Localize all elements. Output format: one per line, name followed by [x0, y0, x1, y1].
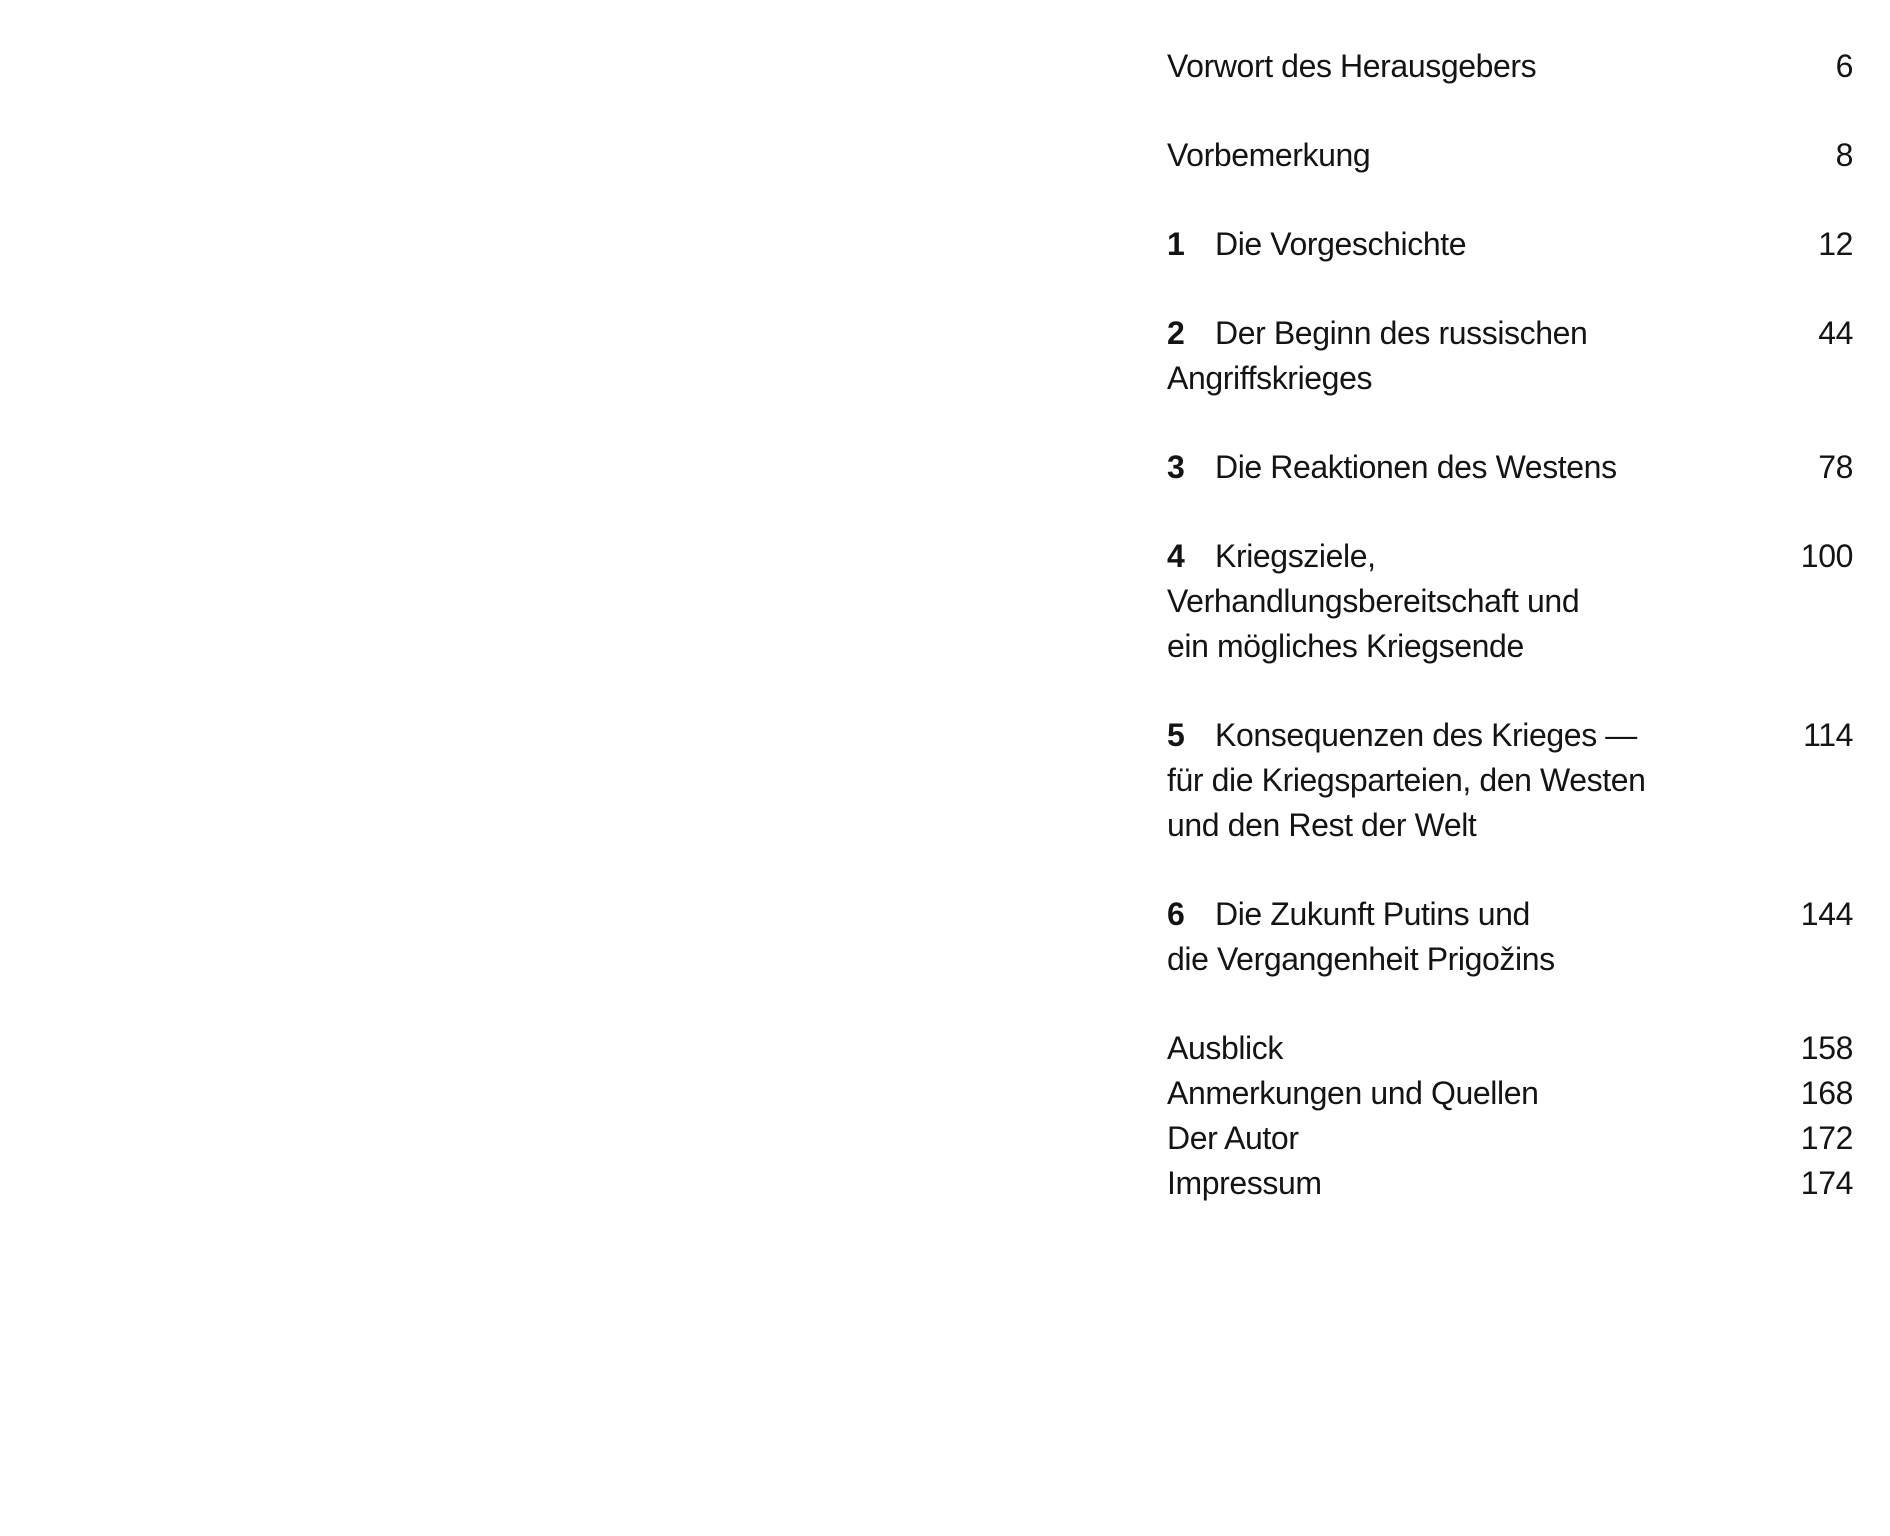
table-of-contents — [1167, 44, 1853, 1206]
toc-page-number: 6 — [1835, 48, 1853, 84]
toc-entry-title: 3 Die Reaktionen des Westens — [1167, 445, 1853, 490]
toc-page-number: 100 — [1800, 538, 1853, 574]
toc-page-number: 144 — [1800, 896, 1853, 932]
chapter-number: 3 — [1167, 449, 1185, 485]
toc-entry-title: Der Autor — [1167, 1120, 1299, 1156]
toc-entry-title: Vorwort des Herausgebers — [1167, 48, 1537, 84]
toc-page-number: 172 — [1800, 1120, 1853, 1156]
toc-entry-chapter-4[interactable] — [1167, 534, 1853, 669]
toc-page-number: 8 — [1835, 137, 1853, 173]
toc-entry-author[interactable] — [1167, 1116, 1853, 1161]
toc-entry-notes-and-sources[interactable] — [1167, 1071, 1853, 1116]
toc-entry-title: 6 Die Zukunft Putins und die Vergangenheit Prigožins — [1167, 892, 1853, 982]
toc-entry-title: Impressum — [1167, 1165, 1322, 1201]
toc-page-number: 44 — [1818, 315, 1853, 351]
toc-entry-chapter-6[interactable] — [1167, 892, 1853, 982]
toc-entry-title: Vorbemerkung — [1167, 137, 1371, 173]
chapter-number: 2 — [1167, 315, 1185, 351]
toc-entry-title: 1 Die Vorgeschichte — [1167, 222, 1853, 267]
toc-entry-chapter-1[interactable] — [1167, 222, 1853, 267]
toc-entry-chapter-3[interactable] — [1167, 445, 1853, 490]
toc-page-number: 12 — [1818, 226, 1853, 262]
toc-page-number: 158 — [1800, 1030, 1853, 1066]
toc-entry-title: 5 Konsequenzen des Krieges — für die Kriegsparteien, den Westen und den Rest der Welt — [1167, 713, 1853, 848]
chapter-number: 1 — [1167, 226, 1185, 262]
toc-entry-preliminary-remark[interactable] — [1167, 133, 1853, 178]
toc-entry-chapter-5[interactable] — [1167, 713, 1853, 848]
toc-entry-imprint[interactable] — [1167, 1161, 1853, 1206]
toc-entry-title: 2 Der Beginn des russischen Angriffskrieges — [1167, 311, 1853, 401]
toc-entry-title: Ausblick — [1167, 1030, 1283, 1066]
toc-entry-outlook[interactable] — [1167, 1026, 1853, 1071]
toc-entry-title: Anmerkungen und Quellen — [1167, 1075, 1539, 1111]
chapter-number: 5 — [1167, 717, 1185, 753]
toc-entry-title: 4 Kriegsziele, Verhandlungsbereitschaft und ein mögliches Kriegsende — [1167, 534, 1853, 669]
chapter-number: 6 — [1167, 896, 1185, 932]
toc-page-number: 174 — [1800, 1165, 1853, 1201]
toc-entry-chapter-2[interactable] — [1167, 311, 1853, 401]
toc-page-number: 114 — [1803, 717, 1853, 753]
toc-entry-foreword[interactable] — [1167, 44, 1853, 89]
chapter-number: 4 — [1167, 538, 1185, 574]
toc-page-number: 78 — [1818, 449, 1853, 485]
toc-page-number: 168 — [1800, 1075, 1853, 1111]
